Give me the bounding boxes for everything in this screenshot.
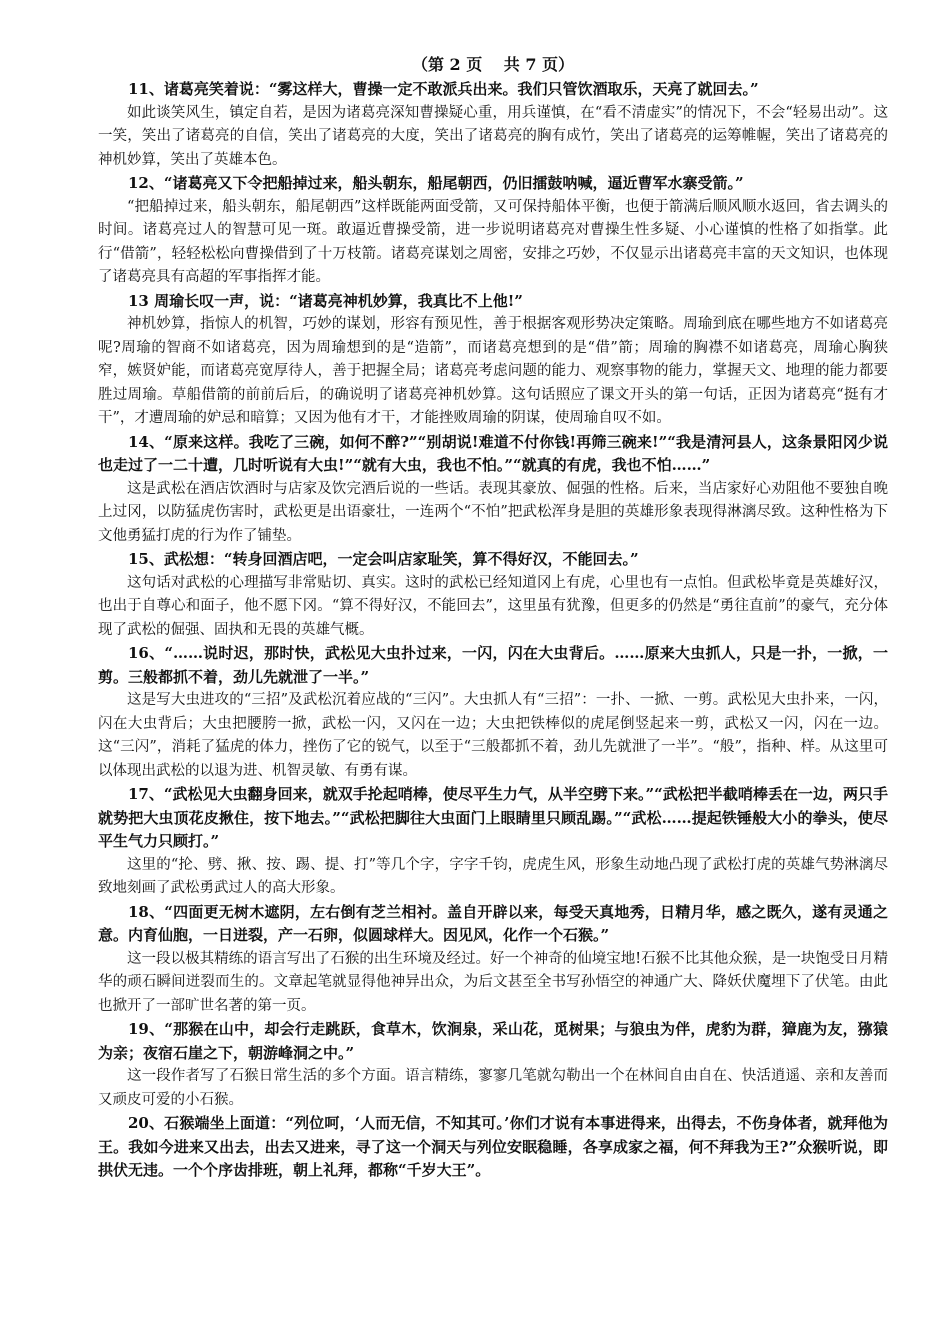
document-page [98, 54, 888, 1183]
item-19 [98, 1018, 888, 1112]
analysis-14: 这是武松在酒店饮酒时与店家及饮完酒后说的一些话。表现其豪放、倔强的性格。后来，当店家好心劝阻他不要独自晚上过冈，以防猛虎伤害时，武松更是出语豪壮，一连两个“不怕”把武松浑身是胆的英雄形象表现得淋漓尽致。这种性格为下文他勇猛打虎的行为作了铺垫。 [98, 480, 888, 544]
quote-13: 13 周瑜长叹一声，说：“诸葛亮神机妙算，我真比不上他!” [128, 291, 523, 310]
analysis-12: “把船掉过来，船头朝东，船尾朝西”这样既能两面受箭，又可保持船体平衡，也便于箭满后顺风顺水返回，省去调头的时间。诸葛亮过人的智慧可见一斑。敢逼近曹操受箭，进一步说明诸葛亮对曹操生性多疑、小心谨慎的性格了如指掌。此行“借箭”，轻轻松松向曹操借到了十万枝箭。诸葛亮谋划之周密，安排之巧妙，不仅显示出诸葛亮丰富的天文知识，也体现了诸葛亮具有高超的军事指挥才能。 [98, 198, 888, 285]
item-17 [98, 783, 888, 901]
item-14 [98, 431, 888, 549]
item-15 [98, 548, 888, 642]
page-header: （第 2 页 共 7 页） [411, 55, 575, 74]
quote-15: 15、武松想：“转身回酒店吧，一定会叫店家耻笑，算不得好汉，不能回去。” [128, 550, 639, 568]
quote-19: 19、“那猴在山中，却会行走跳跃，食草木，饮涧泉，采山花，觅树果；与狼虫为伴，虎豹为群，獐鹿为友，猕猿为亲；夜宿石崖之下，朝游峰洞之中。” [98, 1020, 888, 1062]
item-12 [98, 172, 888, 290]
quote-20: 20、石猴端坐上面道：“列位呵，‘人而无信，不知其可。’你们才说有本事进得来，出得去，不伤身体者，就拜他为王。我如今进来又出去，出去又进来，寻了这一个洞天与列位安眠稳睡，各享成家之福，何不拜我为王?”众猴听说，即拱伏无违。一个个序齿排班，朝上礼拜，都称“千岁大王”。 [98, 1114, 888, 1179]
analysis-11: 如此谈笑风生，镇定自若，是因为诸葛亮深知曹操疑心重，用兵谨慎，在“看不清虚实”的情况下，不会“轻易出动”。这一笑，笑出了诸葛亮的自信，笑出了诸葛亮的大度，笑出了诸葛亮的胸有成竹，笑出了诸葛亮的运筹帷幄，笑出了诸葛亮的神机妙算，笑出了英雄本色。 [98, 104, 888, 168]
analysis-19: 这一段作者写了石猴日常生活的多个方面。语言精练，寥寥几笔就勾勒出一个在林间自由自在、快活逍遥、亲和友善而又顽皮可爱的小石猴。 [98, 1068, 888, 1108]
analysis-15: 这句话对武松的心理描写非常贴切、真实。这时的武松已经知道冈上有虎，心里也有一点怕。但武松毕竟是英雄好汉，也出于自尊心和面子，他不愿下冈。“算不得好汉，不能回去”，这里虽有犹豫，但更多的仍然是“勇往直前”的豪气，充分体现了武松的倔强、固执和无畏的英雄气概。 [98, 574, 888, 638]
quote-17: 17、“武松见大虫翻身回来，就双手抡起哨棒，使尽平生力气，从半空劈下来。”“武松把半截哨棒丢在一边，两只手就势把大虫顶花皮揪住，按下地去。”“武松把脚往大虫面门上眼睛里只顾乱踢。”“武松……提起铁锤般大小的拳头，使尽平生气力只顾打。” [98, 785, 888, 850]
item-13 [98, 290, 888, 431]
item-18 [98, 901, 888, 1019]
analysis-16: 这是写大虫进攻的“三招”及武松沉着应战的“三闪”。大虫抓人有“三招”：一扑、一掀、一剪。武松见大虫扑来，一闪，闪在大虫背后；大虫把腰胯一掀，武松一闪，又闪在一边；大虫把铁棒似的虎尾倒竖起来一剪，武松又一闪，闪在一边。这“三闪”，消耗了猛虎的体力，挫伤了它的锐气，以至于“三般都抓不着，劲儿先就泄了一半”。“般”，指种、样。从这里可以体现出武松的以退为进、机智灵敏、有勇有谋。 [98, 692, 888, 779]
quote-12: 12、“诸葛亮又下令把船掉过来，船头朝东，船尾朝西，仍旧擂鼓呐喊，逼近曹军水寨受箭。” [128, 174, 744, 192]
item-16 [98, 642, 888, 783]
quote-18: 18、“四面更无树木遮阴，左右倒有芝兰相衬。盖自开辟以来，每受天真地秀，日精月华，感之既久，遂有灵通之意。内育仙胞，一日迸裂，产一石卵，似圆球样大。因见风，化作一个石猴。” [98, 902, 888, 944]
quote-16: 16、“……说时迟，那时快，武松见大虫扑过来，一闪，闪在大虫背后。……原来大虫抓人，只是一扑，一掀，一剪。三般都抓不着，劲儿先就泄了一半。” [98, 644, 888, 686]
analysis-13: 神机妙算，指惊人的机智，巧妙的谋划，形容有预见性，善于根据客观形势决定策略。周瑜到底在哪些地方不如诸葛亮呢?周瑜的智商不如诸葛亮，因为周瑜想到的是“造箭”，而诸葛亮想到的是“借”箭；周瑜的胸襟不如诸葛亮，周瑜心胸狭窄，嫉贤妒能，而诸葛亮宽厚待人，善于把握全局；诸葛亮考虑问题的能力、观察事物的能力，掌握天文、地理的能力都要胜过周瑜。草船借箭的前前后后，的确说明了诸葛亮神机妙算。这句话照应了课文开头的第一句话，正因为诸葛亮“挺有才干”，才遭周瑜的妒忌和暗算；又因为他有才干，才能挫败周瑜的阴谋，使周瑜自叹不如。 [98, 316, 888, 426]
item-20 [98, 1112, 888, 1183]
analysis-17: 这里的“抡、劈、揪、按、踢、提、打”等几个字，字字千钧，虎虎生风，形象生动地凸现了武松打虎的英雄气势淋漓尽致地刻画了武松勇武过人的高大形象。 [98, 856, 888, 896]
item-11 [98, 78, 888, 172]
quote-14: 14、“原来这样。我吃了三碗，如何不醉?”“别胡说!难道不付你钱!再筛三碗来!”“我是清河县人，这条景阳冈少说也走过了一二十遭，几时听说有大虫!”“就有大虫，我也不怕。”“就真的有虎，我也不怕……” [98, 432, 888, 474]
quote-11: 11、诸葛亮笑着说：“雾这样大，曹操一定不敢派兵出来。我们只管饮酒取乐，天亮了就回去。” [128, 80, 759, 98]
analysis-18: 这一段以极其精练的语言写出了石猴的出生环境及经过。好一个神奇的仙境宝地!石猴不比其他众猴，是一块饱受日月精华的顽石瞬间迸裂而生的。文章起笔就显得他神异出众，为后文甚至全书写孙悟空的神通广大、降妖伏魔埋下了伏笔。由此也掀开了一部旷世名著的第一页。 [98, 950, 888, 1014]
